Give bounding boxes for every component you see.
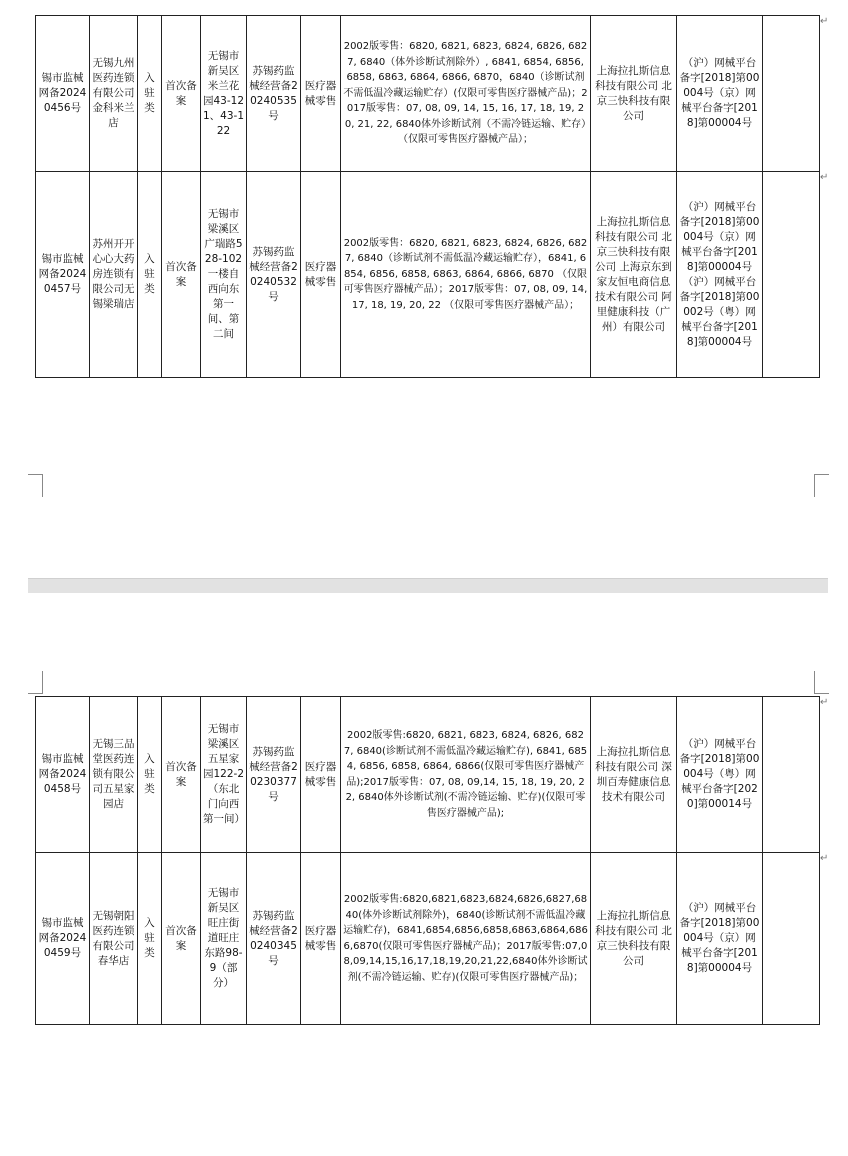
business-category-cell: 医疗器械零售 [301, 697, 341, 853]
page-corner-mark [28, 671, 43, 694]
entry-type-cell: 入驻类 [138, 172, 162, 378]
entry-type-cell: 入驻类 [138, 853, 162, 1025]
filing-number-cell: 锡市监械网备20240458号 [36, 697, 90, 853]
remark-cell [763, 172, 820, 378]
platform-names-cell: 上海拉扎斯信息科技有限公司 北京三快科技有限公司 [591, 16, 677, 172]
filing-number-cell: 锡市监械网备20240456号 [36, 16, 90, 172]
license-number-cell: 苏锡药监械经营备20240532号 [247, 172, 301, 378]
table-row [36, 172, 820, 378]
license-number-cell: 苏锡药监械经营备20240345号 [247, 853, 301, 1025]
page-corner-mark [28, 474, 43, 497]
page-break-gap [28, 578, 828, 594]
page-corner-mark [814, 474, 829, 497]
paragraph-mark-icon: ↵ [820, 16, 829, 27]
filing-number-cell: 锡市监械网备20240459号 [36, 853, 90, 1025]
address-cell: 无锡市梁溪区广瑞路528-102一楼自西向东第一间、第二间 [201, 172, 247, 378]
platform-names-cell: 上海拉扎斯信息科技有限公司 北京三快科技有限公司 上海京东到家友恒电商信息技术有限公司 阿里健康科技（广州）有限公司 [591, 172, 677, 378]
license-number-cell: 苏锡药监械经营备20240535号 [247, 16, 301, 172]
table-row [36, 697, 820, 853]
business-scope-cell: 2002版零售：6820, 6821, 6823, 6824, 6826, 6827, 6840（体外诊断试剂除外）, 6841, 6854, 6856, 6858, 6863, 6864, 6866, 6870，6840（诊断试剂不需低温冷藏运输贮存）(仅限可零售医疗器械产品)；2017版零售：07, 08, 09, 14, 15, 16, 17, 18, 19, 20, 21, 22, 6840体外诊断试剂（不需冷链运输、贮存）（仅限可零售医疗器械产品）； [341, 16, 591, 172]
filing-table-part-2 [35, 696, 820, 1025]
address-cell: 无锡市新吴区米兰花园43-121、43-122 [201, 16, 247, 172]
business-category-cell: 医疗器械零售 [301, 172, 341, 378]
paragraph-mark-icon: ↵ [820, 172, 829, 183]
filing-kind-cell: 首次备案 [162, 172, 201, 378]
business-scope-cell: 2002版零售：6820, 6821, 6823, 6824, 6826, 6827, 6840（诊断试剂不需低温冷藏运输贮存），6841, 6854, 6856, 6858, 6863, 6864, 6866, 6870 （仅限可零售医疗器械产品）；2017版零售：07, 08, 09, 14, 17, 18, 19, 20, 22 （仅限可零售医疗器械产品）； [341, 172, 591, 378]
business-category-cell: 医疗器械零售 [301, 853, 341, 1025]
company-name-cell: 无锡朝阳医药连锁有限公司春华店 [90, 853, 138, 1025]
filing-kind-cell: 首次备案 [162, 697, 201, 853]
filing-number-cell: 锡市监械网备20240457号 [36, 172, 90, 378]
address-cell: 无锡市梁溪区五星家园122-2（东北门向西第一间） [201, 697, 247, 853]
paragraph-mark-icon: ↵ [820, 697, 829, 708]
business-scope-cell: 2002版零售:6820, 6821, 6823, 6824, 6826, 6827, 6840(诊断试剂不需低温冷藏运输贮存), 6841, 6854, 6856, 6858, 6864, 6866(仅限可零售医疗器械产品);2017版零售：07, 08, 09,14, 15, 18, 19, 20, 22, 6840体外诊断试剂(不需冷链运输、贮存)(仅限可零售医疗器械产品); [341, 697, 591, 853]
entry-type-cell: 入驻类 [138, 16, 162, 172]
company-name-cell: 无锡九州医药连锁有限公司金科米兰店 [90, 16, 138, 172]
business-category-cell: 医疗器械零售 [301, 16, 341, 172]
address-cell: 无锡市新吴区旺庄街道旺庄东路98-9（部分） [201, 853, 247, 1025]
remark-cell [763, 697, 820, 853]
platform-names-cell: 上海拉扎斯信息科技有限公司 北京三快科技有限公司 [591, 853, 677, 1025]
company-name-cell: 苏州开开心心大药房连锁有限公司无锡梁瑞店 [90, 172, 138, 378]
table-row [36, 16, 820, 172]
entry-type-cell: 入驻类 [138, 697, 162, 853]
filing-kind-cell: 首次备案 [162, 853, 201, 1025]
remark-cell [763, 16, 820, 172]
platform-filing-cell: （沪）网械平台备字[2018]第00004号（京）网械平台备字[2018]第00004号（沪）网械平台备字[2018]第00002号（粤）网械平台备字[2018]第00004号 [677, 172, 763, 378]
document-page-2 [0, 593, 848, 1156]
filing-table-part-1 [35, 15, 820, 378]
paragraph-mark-icon: ↵ [820, 853, 829, 864]
table-row [36, 853, 820, 1025]
platform-filing-cell: （沪）网械平台备字[2018]第00004号（京）网械平台备字[2018]第00004号 [677, 16, 763, 172]
platform-filing-cell: （沪）网械平台备字[2018]第00004号（京）网械平台备字[2018]第00004号 [677, 853, 763, 1025]
license-number-cell: 苏锡药监械经营备20230377号 [247, 697, 301, 853]
business-scope-cell: 2002版零售:6820,6821,6823,6824,6826,6827,6840(体外诊断试剂除外)，6840(诊断试剂不需低温冷藏运输贮存)，6841,6854,6856,6858,6863,6864,6866,6870(仅限可零售医疗器械产品)；2017版零售:07,08,09,14,15,16,17,18,19,20,21,22,6840体外诊断试剂(不需冷链运输、贮存)(仅限可零售医疗器械产品)； [341, 853, 591, 1025]
company-name-cell: 无锡三品堂医药连锁有限公司五星家园店 [90, 697, 138, 853]
platform-filing-cell: （沪）网械平台备字[2018]第00004号（粤）网械平台备字[2020]第00014号 [677, 697, 763, 853]
page-corner-mark [814, 671, 829, 694]
remark-cell [763, 853, 820, 1025]
filing-kind-cell: 首次备案 [162, 16, 201, 172]
platform-names-cell: 上海拉扎斯信息科技有限公司 深圳百寿健康信息技术有限公司 [591, 697, 677, 853]
